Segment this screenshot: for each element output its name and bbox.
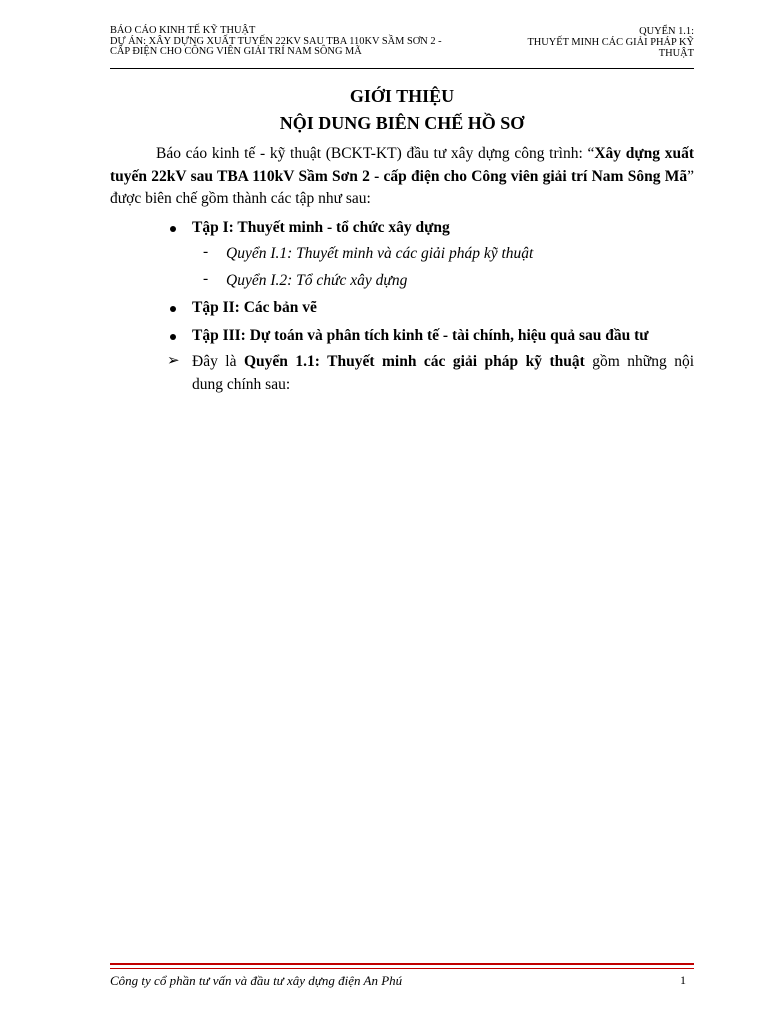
dash-icon: - [203,270,209,287]
header-project-line2: CẤP ĐIỆN CHO CÔNG VIÊN GIẢI TRÍ NAM SÔNG MÃ [110,46,362,58]
dash-icon: - [203,243,209,260]
header-report-type: BÁO CÁO KINH TẾ KỸ THUẬT [110,25,256,36]
header-project-line1: DỰ ÁN: XÂY DỰNG XUẤT TUYẾN 22KV SAU TBA 110KV SẦM SƠN 2 - [110,35,442,47]
volume-3-title: Dự toán và phân tích kinh tế - tài chính, hiệu quả sau đầu tư [245,327,649,344]
header-divider [110,68,694,69]
volume-1-label: Tập I: [192,219,234,236]
closing-text-1: Đây là [192,353,244,370]
bullet-icon [170,306,176,312]
closing-volume-name: Quyển 1.1: Thuyết minh các giải pháp kỹ thuật [243,353,585,370]
volume-item-2 [192,297,317,319]
header-left [110,26,510,58]
footer-company-name: Công ty cổ phần tư vấn và đầu tư xây dựng điện An Phú [110,973,403,988]
volume-2-label: Tập II: [192,299,240,316]
page-number: 1 [680,973,686,987]
closing-text-2: gồm những nội [584,353,694,370]
closing-line-1 [192,351,694,373]
sub-item-1-2: Quyển I.2: Tổ chức xây dựng [226,272,408,289]
intro-project-name: Xây dựng xuất tuyến 22kV sau TBA 110kV Sầm Sơn 2 - cấp điện cho Công viên giải trí Nam Sông Mã [110,145,694,185]
volume-1-title: Thuyết minh - tổ chức xây dựng [233,219,450,236]
bullet-icon [170,334,176,340]
page-title: GIỚI THIỆU [349,86,455,106]
volume-3-label: Tập III: [192,327,246,344]
sub-item-1-1: Quyển I.1: Thuyết minh và các giải pháp kỹ thuật [226,245,534,262]
intro-paragraph [110,143,694,211]
header-volume-title-line1: THUYẾT MINH CÁC GIẢI PHÁP KỸ [527,37,694,48]
header-volume: QUYỂN 1.1: [639,26,694,37]
intro-text-2: ” được biên chế gồm thành các tập như sau: [110,167,694,207]
arrow-bullet-icon: ➢ [167,353,180,369]
volume-item-3 [192,325,649,347]
header-volume-title-line2: THUẬT [658,48,694,59]
footer-divider-thin [110,968,694,969]
page-subtitle: NỘI DUNG BIÊN CHẾ HỒ SƠ [279,113,525,133]
footer-divider-thick [110,963,694,965]
volume-2-title: Các bản vẽ [239,299,317,316]
bullet-icon [170,226,176,232]
intro-text-1: Báo cáo kinh tế - kỹ thuật (BCKT-KT) đầu tư xây dựng công trình: “ [156,145,595,162]
volume-item-1 [192,217,450,239]
closing-line-2: dung chính sau: [192,376,291,393]
header-right [494,26,694,59]
